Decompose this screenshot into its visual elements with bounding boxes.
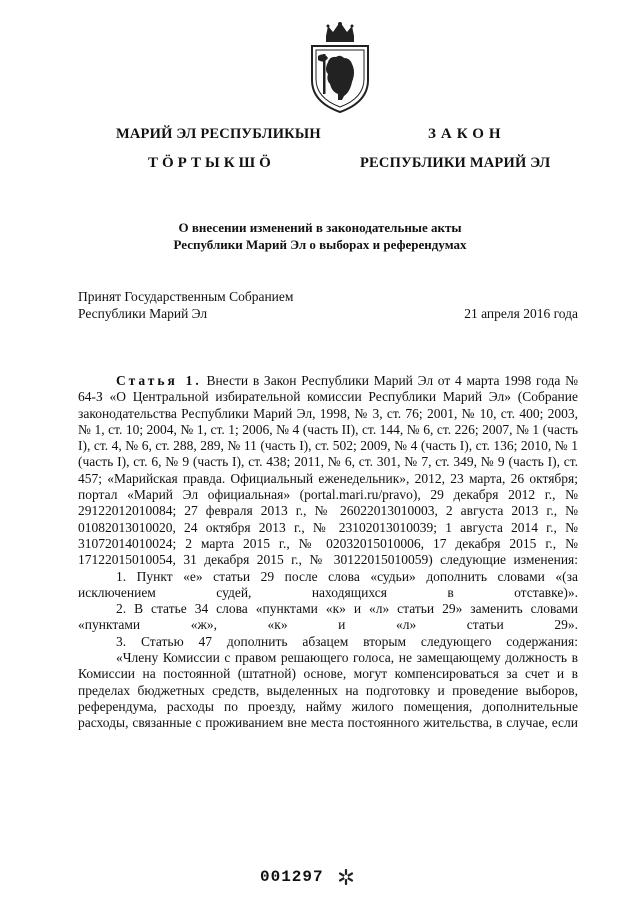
article-item-2: 2. В статье 34 слова «пунктами «к» и «л» статьи 29» заменить словами «пунктами «ж», «к» и «л» статьи 29». [78, 601, 578, 633]
header-right-line2: РЕСПУБЛИКИ МАРИЙ ЭЛ [360, 155, 551, 171]
header-right-line1: ЗАКОН [428, 126, 506, 142]
law-title-line1: О внесении изменений в законодательные акты [178, 220, 462, 235]
article-item-1: 1. Пункт «е» статьи 29 после слова «судьи» дополнить словами «(за исключением судей, находящихся в отставке)». [78, 568, 578, 600]
header-left-line2: ТӦРТЫКШӦ [148, 155, 275, 171]
article-quote: «Члену Комиссии с правом решающего голоса, не замещающему должность в Комиссии на постоянной (штатной) основе, могут компенсироваться за счет и в пределах бюджетных средств, выделенных на подготовку и проведение выборов, референдума, расходы по проезду, найму жилого помещения, дополнительные расходы, связанные с проживанием вне места постоянного жительства, в случае, если [78, 650, 578, 731]
asterisk-star-icon [338, 869, 354, 885]
coat-of-arms-icon [298, 22, 382, 114]
law-title-line2: Республики Марий Эл о выборах и референдумах [173, 237, 467, 252]
adoption-line1: Принят Государственным Собранием [78, 289, 294, 304]
article-lead: Статья 1. [116, 373, 202, 388]
document-number: 001297 [260, 868, 324, 886]
article-intro-paragraph [78, 373, 578, 569]
adoption-date: 21 апреля 2016 года [464, 306, 578, 321]
article-item-3: 3. Статью 47 дополнить абзацем вторым следующего содержания: [116, 633, 578, 649]
header-left-line1: МАРИЙ ЭЛ РЕСПУБЛИКЫН [116, 126, 321, 142]
adoption-line2: Республики Марий Эл [78, 306, 208, 321]
article-intro: Внести в Закон Республики Марий Эл от 4 марта 1998 года № 64-З «О Центральной избирательной комиссии Республики Марий Эл» (Собрание законодательства Республики Марий Эл, 1998, № 3, ст. 76; 2001, № 10, ст. 400; 2003, № 1, ст. 10; 2004, № 1, ст. 1; 2006, № 4 (часть II), ст. 144, № 6, ст. 226; 2007, № 1 (часть I), ст. 4, № 6, ст. 288, 289, № 11 (часть I), ст. 502; 2009, № 4 (часть I), ст. 136; 2010, № 1 (часть I), ст. 6, № 9 (часть I), ст. 438; 2011, № 6, ст. 301, № 7, ст. 349, № 9 (часть I), ст. 457; «Марийская правда. Официальный еженедельник», 2012, 23 марта, 26 октября; портал «Марий Эл официальная» (portal.mari.ru/pravo), 29 декабря 2012 г., № 29122012010084; 27 февраля 2013 г., № 26022013010003, 2 августа 2013 г., № 01082013010020, 24 октября 2013 г., № 23102013010039; 1 августа 2014 г., № 31072014010024; 2 марта 2015 г., № 02032015010006, 17 декабря 2015 г., № 17122015010054, 31 декабря 2015 г., № 30122015010059) следующие изменения: [78, 373, 579, 568]
article-body [78, 373, 578, 732]
